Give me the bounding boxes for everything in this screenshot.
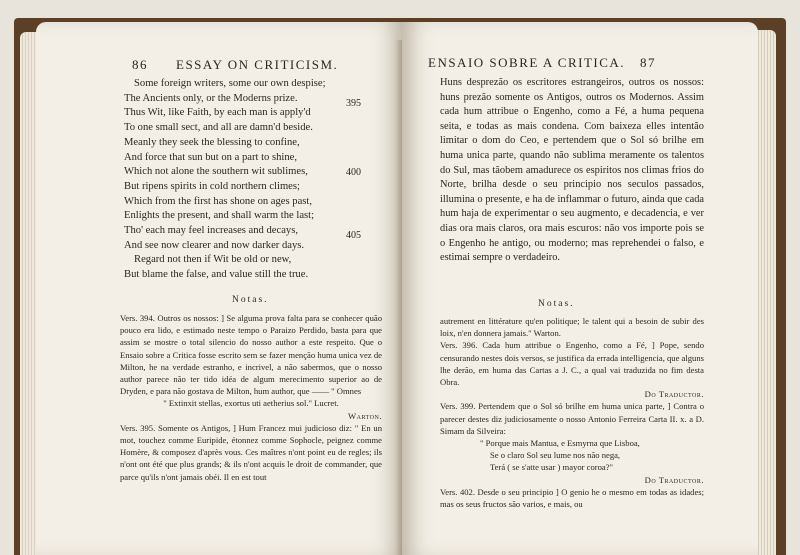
notes-block xyxy=(440,315,704,510)
note-quote: Terá ( se s'atte usar ) mayor coroa?" xyxy=(490,462,614,473)
note-quote: Se o claro Sol seu lume nos não nega, xyxy=(490,450,621,461)
verse-line: And force that sun but on a part to shine, xyxy=(124,151,297,163)
note-paragraph: Vers. 399. Pertendem que o Sol só brilhe em huma unica parte, ] Contra o parecer destes diz judiciosamente o nosso Antonio Ferreira Carta II. x. a D. Simam da Silveira: xyxy=(440,401,704,436)
line-number: 405 xyxy=(346,230,361,241)
line-number: 400 xyxy=(346,167,361,178)
note-paragraph: autrement en littérature qu'en politique; le talent qui a besoin de subir des loix, n'en donnera jamais." Warton. xyxy=(440,316,704,339)
left-page-number: 86 xyxy=(132,57,148,72)
note-attribution: Warton. xyxy=(348,410,382,421)
verse-line: The Ancients only, or the Moderns prize. xyxy=(124,92,298,104)
note-paragraph: Vers. 396. Cada hum attribue o Engenho, como a Fé, ] Pope, sendo censurando nestes dois versos, se justifica da errada intelligencia, que alguns lhe derão, em huma das Cartas a J. C., a qual vai traduzida no fim desta Obra. xyxy=(440,340,704,388)
note-attribution: Do Traductor. xyxy=(644,389,704,400)
verse-line: And see now clearer and now darker days. xyxy=(124,239,305,251)
verse-line: Thus Wit, like Faith, by each man is apply'd xyxy=(124,107,311,119)
verse-line: But ripens spirits in cold northern climes; xyxy=(124,180,300,192)
right-page-edges xyxy=(756,30,776,555)
right-page xyxy=(402,22,758,555)
left-page xyxy=(36,22,402,555)
right-running-head: ENSAIO SOBRE A CRITICA. xyxy=(428,55,626,70)
translation-paragraph: Huns desprezão os escritores estrangeiros, outros os nossos: huns prezão somente os Antigos, outros os Modernos. Assim cada hum attribue o Engenho, como a Fé, a huma pequena seita, e todas as mais condena. Com baixeza elles intentão limitar o dom do Ceo, e pertendem que o Sol só brilhe em huma unica parte, quando não sublima meramente os talentos do Sul, mas tãobem amadurece os espiritos nos climas frios do Norte, brilha desde o seu principio nos seculos passados, illumina o presente, e ha de inflammar o futuro, ainda que cada hum haja de experimentar o seu augmento, e decadencia, e ver dias ora mais claros, ora mais escuros: não vos importe pois se o Engenho he antigo, ou moderno; mas reprehendei o falso, e estimai sempre o verdadeiro. xyxy=(440,77,704,264)
verse-line: Regard not then if Wit be old or new, xyxy=(134,254,292,266)
verse-line: Tho' each may feel increases and decays, xyxy=(124,225,298,237)
right-page-number: 87 xyxy=(640,55,656,70)
left-running-head: ESSAY ON CRITICISM. xyxy=(176,57,339,72)
notes-heading: Notas. xyxy=(232,295,269,305)
verse-line: Some foreign writers, some our own despise; xyxy=(134,78,326,89)
verse-line: Which from the first has shone on ages past, xyxy=(124,195,312,207)
note-paragraph: Vers. 402. Desde o seu principio ] O genio he o mesmo em todas as idades; mas os seus fructos são varios, e mais, ou xyxy=(440,486,704,510)
note-paragraph: Vers. 395. Somente os Antigos, ] Hum Francez mui judicioso diz: " En un mot, touchez comme Euripide, étonnez comme Sophocle, peignez comme Homère, & composez d'après vous. Ces maîtres n'ont point eu de regles; ils n'ont ont été que plus grands; & ils n'ont acquis le droit de commander, que parce qu'ils n'ont jamais obéi. Il en est tout xyxy=(120,422,382,482)
verse-line: Enlights the present, and shall warm the last; xyxy=(124,210,315,222)
notes-heading: Notas. xyxy=(538,299,575,309)
verse-line: But blame the false, and value still the true. xyxy=(124,269,309,281)
verse-line: To one small sect, and all are damn'd beside. xyxy=(124,122,313,134)
notes-block xyxy=(120,312,382,483)
note-quote: " Porque mais Mantua, e Esmyrna que Lisboa, xyxy=(480,438,640,449)
note-quote: " Extinxit stellas, exortus uti aetherius sol." Lucret. xyxy=(163,398,339,409)
note-paragraph: Vers. 394. Outros os nossos: ] Se alguma prova falta para se conhecer quão pouco era lido, e estimado neste tempo o Paraizo Perdido, basta para que assim se mostre o total silencio do nosso author a este respeito. Que o Ensaio sobre a Critica fosse escrito sem se fazer menção huma unica vez de Milton, he na verdade estranho, e incrivel, a não sabermos, que o nosso author parece não ter tido idéa de algum merecimento superior ao de Dryden, e para não gostava de Milton, hum author, que —— " Omnes xyxy=(120,313,382,397)
verse-block xyxy=(124,77,326,283)
line-number: 395 xyxy=(346,98,361,109)
note-attribution: Do Traductor. xyxy=(644,474,704,485)
verse-line: Which not alone the southern wit sublimes, xyxy=(124,166,308,178)
verse-line: Meanly they seek the blessing to confine, xyxy=(124,136,300,148)
